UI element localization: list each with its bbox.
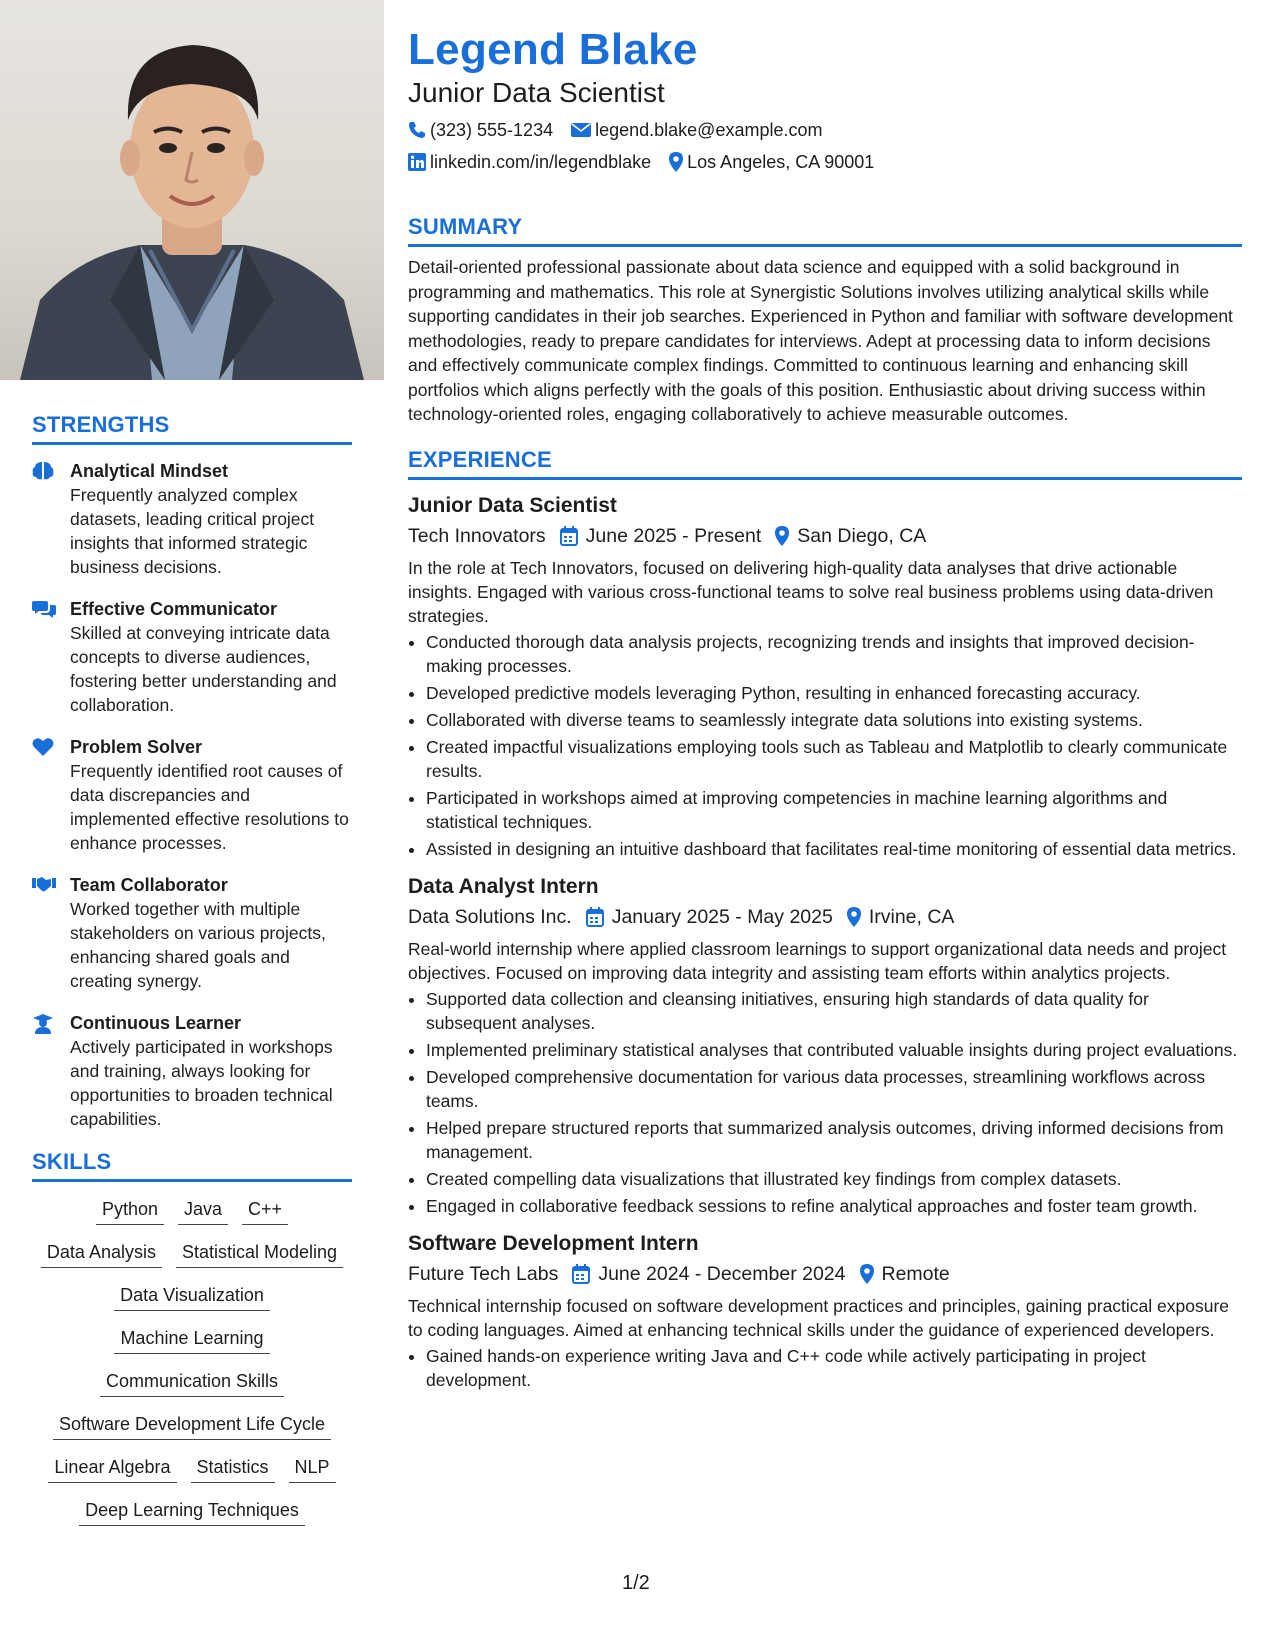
handshake-icon [32,873,70,993]
linkedin-contact[interactable] [408,150,651,174]
job-meta [408,522,1242,550]
bullet-item: • Developed comprehensive documentation for various data processes, streamlining workflows across teams. [426,1065,1242,1113]
skill-tag: Data Analysis [41,1239,162,1268]
left-content [32,412,352,1526]
job-bullets [408,630,1242,861]
bullet-item: • Collaborated with diverse teams to seamlessly integrate data solutions into existing systems. [426,708,1242,732]
bullet-item: • Engaged in collaborative feedback sessions to refine analytical approaches and foster team growth. [426,1194,1242,1218]
strength-title: Analytical Mindset [70,461,229,481]
strength-item [32,1011,352,1131]
map-pin-icon [847,907,861,927]
job-location: Remote [881,1262,950,1285]
heart-icon [32,735,70,855]
phone-icon [408,121,426,139]
contact-row-2 [408,150,1242,174]
calendar-icon [572,1264,590,1284]
skill-tag: Statistics [191,1454,275,1483]
bullet-item: • Created compelling data visualizations that illustrated key findings from complex datasets. [426,1167,1242,1191]
bullet-item: • Conducted thorough data analysis projects, recognizing trends and insights that improved decision-making processes. [426,630,1242,678]
skill-tag: Java [178,1196,228,1225]
graduate-icon [32,1011,70,1131]
profile-photo [0,0,384,380]
location-text: Los Angeles, CA 90001 [687,152,875,172]
experience-heading: EXPERIENCE [408,447,1242,480]
bullet-item: • Implemented preliminary statistical analyses that contributed valuable insights during project evaluations. [426,1038,1242,1062]
strength-title: Team Collaborator [70,875,228,895]
strength-desc: Worked together with multiple stakeholders on various projects, enhancing shared goals and creating synergy. [70,899,326,991]
strength-title: Problem Solver [70,737,203,757]
page-number: 1/2 [622,1572,650,1594]
job-bullets [408,1344,1242,1392]
bullet-item: • Gained hands-on experience writing Java and C++ code while actively participating in project development. [426,1344,1242,1392]
linkedin-icon [408,153,426,171]
right-column [408,24,1242,1395]
strength-item [32,873,352,993]
phone-contact[interactable] [408,118,553,142]
job-location: Irvine, CA [868,905,955,928]
skill-tag: NLP [289,1454,336,1483]
comments-icon [32,597,70,717]
strength-desc: Frequently identified root causes of data discrepancies and implemented effective resolutions to enhance processes. [70,761,349,853]
portrait-illustration [0,0,384,380]
strength-item [32,597,352,717]
strength-desc: Actively participated in workshops and training, always looking for opportunities to broaden technical capabilities. [70,1037,333,1129]
bullet-item: • Helped prepare structured reports that summarized analysis outcomes, driving informed decisions from management. [426,1116,1242,1164]
summary-text: Detail-oriented professional passionate about data science and equipped with a solid background in programming and mathematics. This role at Synergistic Solutions involves utilizing analytical skills while supporting candidates in their job searches. Experienced in Python and familiar with software development methodologies, ready to prepare candidates for interviews. Adept at processing data to inform decisions and effectively communicate complex findings. Committed to continuous learning and enhancing skill portfolios which aligns perfectly with the goals of this position. Enthusiastic about driving success within technology-oriented roles, engaging collaboratively to achieve measurable outcomes. [408,257,1233,424]
candidate-title: Junior Data Scientist [408,77,665,108]
job-description: Real-world internship where applied classroom learnings to support organizational data needs and project objectives. Focused on improving data integrity and assisting team efforts within analytics projects. [408,938,1227,983]
candidate-name: Legend Blake [408,25,698,74]
skills-list [32,1196,352,1526]
strengths-heading: STRENGTHS [32,412,352,445]
job-company: Tech Innovators [408,524,546,547]
summary-heading: SUMMARY [408,214,1242,247]
job-title: Software Development Intern [408,1231,699,1255]
bullet-item: • Created impactful visualizations employing tools such as Tableau and Matplotlib to clearly communicate results. [426,735,1242,783]
job-dates: June 2024 - December 2024 [598,1262,846,1285]
email-text: legend.blake@example.com [595,120,823,140]
skill-tag: Python [96,1196,164,1225]
job-description: In the role at Tech Innovators, focused on delivering high-quality data analyses that drive actionable insights. Engaged with various cross-functional teams to solve real business problems using data-driven strategies. [408,557,1214,626]
job-title: Data Analyst Intern [408,874,599,898]
map-pin-icon [669,152,683,172]
location-contact [669,150,874,174]
map-pin-icon [775,526,789,546]
job-entry [408,492,1242,861]
job-entry [408,1230,1242,1392]
strength-item [32,459,352,579]
job-location: San Diego, CA [797,524,927,547]
job-meta [408,1260,1242,1288]
job-company: Data Solutions Inc. [408,905,572,928]
job-bullets [408,987,1242,1218]
job-title: Junior Data Scientist [408,493,617,517]
bullet-item: • Assisted in designing an intuitive dashboard that facilitates real-time monitoring of essential data metrics. [426,837,1242,861]
strength-item [32,735,352,855]
brain-icon [32,459,70,579]
skill-tag: Data Visualization [114,1282,270,1311]
job-description: Technical internship focused on software development practices and principles, gaining practical exposure to coding languages. Aimed at enhancing technical skills under the guidance of experienced developers. [408,1295,1230,1340]
calendar-icon [560,526,578,546]
job-dates: June 2025 - Present [585,524,762,547]
job-company: Future Tech Labs [408,1262,559,1285]
skill-tag: Deep Learning Techniques [79,1497,305,1526]
linkedin-text: linkedin.com/in/legendblake [430,152,652,172]
strength-title: Effective Communicator [70,599,278,619]
bullet-item: • Participated in workshops aimed at improving competencies in machine learning algorithms and statistical techniques. [426,786,1242,834]
skill-tag: Linear Algebra [48,1454,176,1483]
job-dates: January 2025 - May 2025 [611,905,833,928]
strengths-list [32,459,352,1131]
skill-tag: Statistical Modeling [176,1239,343,1268]
contact-row [408,118,1242,142]
email-contact[interactable] [571,118,822,142]
strength-desc: Skilled at conveying intricate data concepts to diverse audiences, fostering better understanding and collaboration. [70,623,337,715]
map-pin-icon [860,1264,874,1284]
skills-heading: SKILLS [32,1149,352,1182]
skill-tag: Communication Skills [100,1368,284,1397]
strength-title: Continuous Learner [70,1013,242,1033]
skill-tag: C++ [242,1196,288,1225]
skill-tag: Software Development Life Cycle [53,1411,331,1440]
strength-desc: Frequently analyzed complex datasets, leading critical project insights that informed strategic business decisions. [70,485,315,577]
phone-text: (323) 555-1234 [430,120,554,140]
calendar-icon [586,907,604,927]
envelope-icon [571,122,591,138]
bullet-item: • Supported data collection and cleansing initiatives, ensuring high standards of data quality for subsequent analyses. [426,987,1242,1035]
bullet-item: • Developed predictive models leveraging Python, resulting in enhanced forecasting accuracy. [426,681,1242,705]
left-column [0,0,384,1650]
job-meta [408,903,1242,931]
skill-tag: Machine Learning [114,1325,269,1354]
job-entry [408,873,1242,1218]
